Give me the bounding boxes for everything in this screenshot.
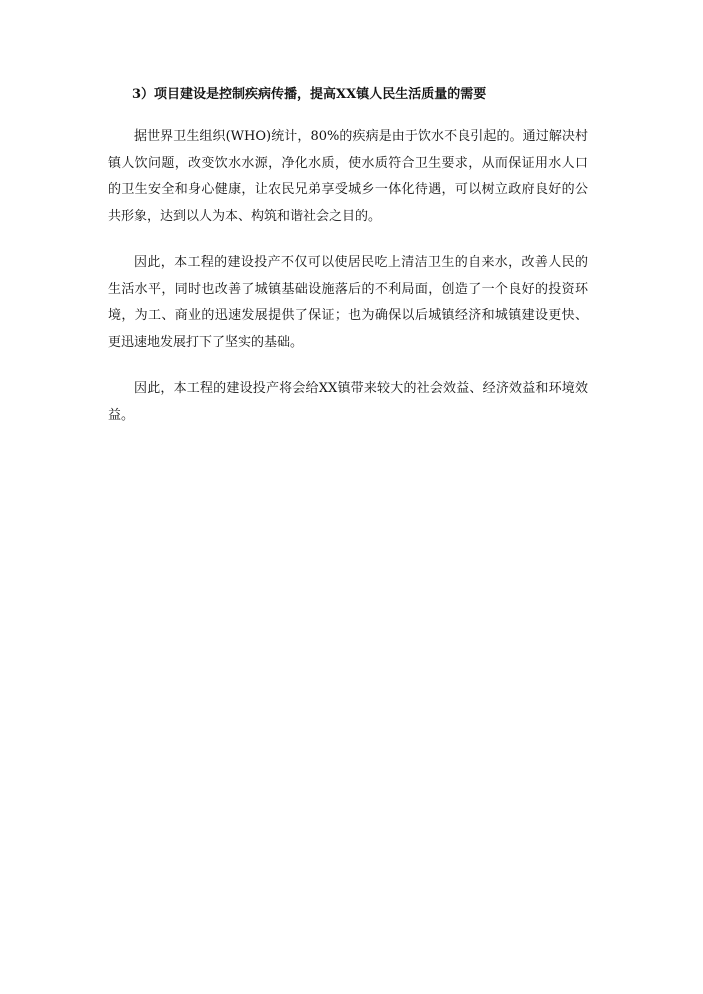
section-heading: 3）项目建设是控制疾病传播，提高XX镇人民生活质量的需要	[132, 87, 487, 102]
paragraph-2: 因此，本工程的建设投产不仅可以使居民吃上清洁卫生的自来水，改善人民的生活水平，同时也改善了城镇基础设施落后的不利局面，创造了一个良好的投资环境，为工、商业的迅速发展提供了保证；也为确保以后城镇经济和城镇建设更快、更迅速地发展打下了坚实的基础。	[108, 255, 588, 350]
paragraph-1: 据世界卫生组织(WHO)统计，80%的疾病是由于饮水不良引起的。通过解决村镇人饮问题，改变饮水水源，净化水质，使水质符合卫生要求，从而保证用水人口的卫生安全和身心健康，让农民兄弟享受城乡一体化待遇，可以树立政府良好的公共形象，达到以人为本、构筑和谐社会之目的。	[108, 129, 588, 224]
document-body	[108, 84, 588, 449]
paragraph-3: 因此，本工程的建设投产将会给XX镇带来较大的社会效益、经济效益和环境效益。	[108, 381, 588, 423]
